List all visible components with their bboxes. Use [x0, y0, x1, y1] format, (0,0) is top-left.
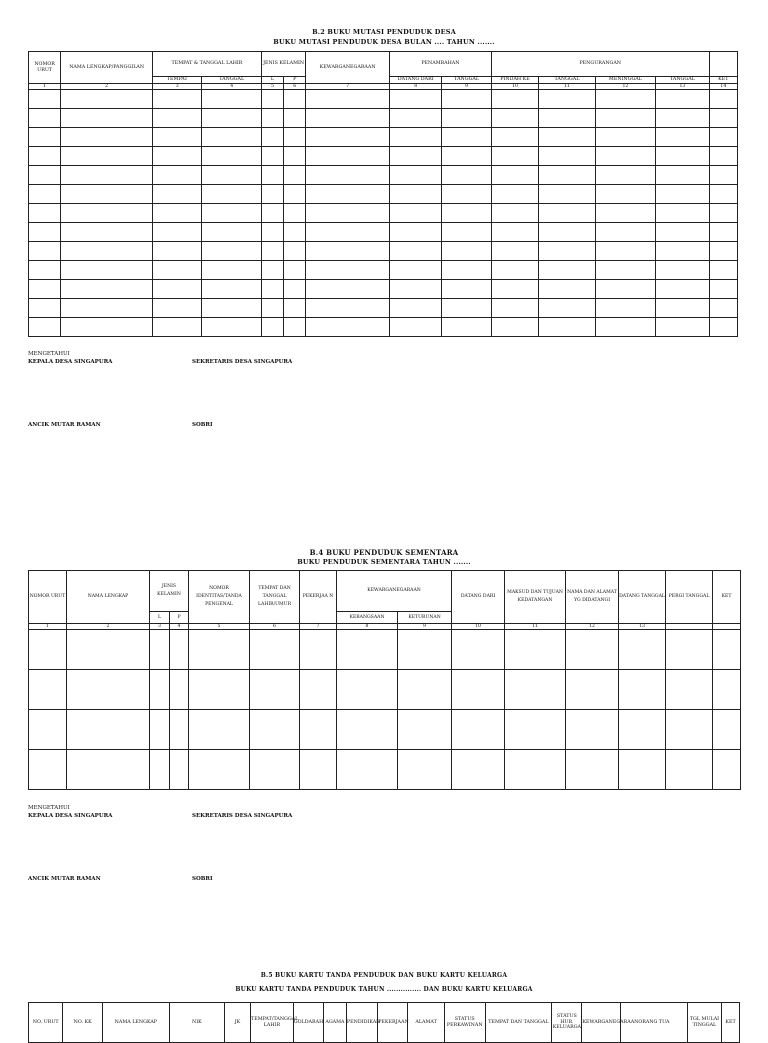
table-row	[29, 90, 738, 109]
header-ttl: TEMPAT DAN TANGGAL LAHIR/UMUR	[250, 571, 300, 624]
header-nomor-urut: NOMOR URUT	[29, 52, 61, 84]
column-number-row: 1 2 3 4 5 6 7 8 9 10 11 12 13 14	[29, 84, 738, 90]
table-row	[29, 710, 741, 750]
section1-title: B.2 BUKU MUTASI PENDUDUK DESA	[312, 28, 456, 36]
kepala-desa-name: ANCIK MUTAR RAMAN	[28, 422, 101, 428]
table-row	[29, 109, 738, 128]
sekretaris-desa-title: SEKRETARIS DESA SINGAPURA	[192, 359, 293, 365]
sekretaris-desa-name: SOBRI	[192, 422, 213, 428]
ktp-header-cell: JK	[224, 1003, 250, 1043]
table-row	[29, 299, 738, 318]
header-datang-dari: DATANG DARI	[389, 77, 441, 84]
ktp-header-cell: STATUS HUB. KELUARGA	[552, 1003, 582, 1043]
kepala-desa-name: ANCIK MUTAR RAMAN	[28, 876, 101, 882]
ktp-header-cell: TEMPAT/TANGGAL LAHIR	[251, 1003, 294, 1043]
ktp-header-cell: STATUS PERKAWINAN	[444, 1003, 485, 1043]
header-pindah-ke: PINDAH KE	[491, 77, 538, 84]
table-row	[29, 185, 738, 204]
ktp-header-cell: NO. KK	[63, 1003, 103, 1043]
ktp-header-cell: AGAMA	[323, 1003, 346, 1043]
header-ttl: TEMPAT & TANGGAL LAHIR	[153, 52, 262, 77]
header-jenis-kelamin: JENIS KELAMIN	[261, 52, 305, 77]
header-ket: KET	[713, 571, 741, 624]
header-p: P	[284, 77, 306, 84]
sekretaris-desa-title: SEKRETARIS DESA SINGAPURA	[192, 813, 293, 819]
mengetahui-label: MENGETAHUI	[28, 805, 70, 811]
ktp-header-cell: NIK	[169, 1003, 224, 1043]
table-row	[29, 318, 738, 337]
kepala-desa-title: KEPALA DESA SINGAPURA	[28, 359, 113, 365]
table-row	[29, 223, 738, 242]
kepala-desa-title: KEPALA DESA SINGAPURA	[28, 813, 113, 819]
ktp-header-row	[29, 1003, 740, 1043]
header-tanggal: TANGGAL	[202, 77, 261, 84]
ktp-header-cell: TGL MULAI TINGGAL	[687, 1003, 721, 1043]
column-number-row: 1 2 3 4 5 6 7 8 9 10 11 12 13	[29, 624, 741, 630]
header-nomor-identitas: NOMOR IDENTITAS/TANDA PENGENAL	[189, 571, 250, 624]
header-nama: NAMA LENGKAP/PANGGILAN	[61, 52, 153, 84]
header-pengurangan: PENGURANGAN	[491, 52, 709, 77]
ktp-header-cell: PEKERJAAN	[378, 1003, 408, 1043]
header-keturunan: KETURUNAN	[398, 612, 452, 624]
table-row	[29, 242, 738, 261]
header-datang-tanggal: DATANG TANGGAL	[619, 571, 666, 624]
table-row	[29, 280, 738, 299]
header-penambahan: PENAMBAHAN	[389, 52, 491, 77]
ktp-header-cell: TEMPAT DAN TANGGAL	[485, 1003, 552, 1043]
ktp-header-cell: KET	[722, 1003, 740, 1043]
header-p: P	[170, 612, 189, 624]
mutasi-table	[28, 51, 738, 337]
section3-subtitle: BUKU KARTU TANDA PENDUDUK TAHUN ............... DAN BUKU KARTU KELUARGA	[235, 986, 533, 993]
table-row	[29, 204, 738, 223]
header-pergi-tanggal: PERGI TANGGAL	[666, 571, 713, 624]
header-ket: KET	[709, 77, 737, 84]
header-nama-alamat: NAMA DAN ALAMAT YG DIDATANGI	[566, 571, 619, 624]
penduduk-sementara-table	[28, 570, 741, 790]
table-row	[29, 261, 738, 280]
ktp-header-cell: NO. URUT	[29, 1003, 63, 1043]
header-maksud-tujuan: MAKSUD DAN TUJUAN KEDATANGAN	[505, 571, 566, 624]
table-row	[29, 750, 741, 790]
header-tempat: TEMPAT	[153, 77, 202, 84]
header-kebangsaan: KEBANGSAAN	[337, 612, 398, 624]
ktp-header-cell: GOLDARAH	[293, 1003, 323, 1043]
sekretaris-desa-name: SOBRI	[192, 876, 213, 882]
section3-title: B.5 BUKU KARTU TANDA PENDUDUK DAN BUKU KARTU KELUARGA	[260, 972, 508, 979]
table-row	[29, 630, 741, 670]
ktp-header-cell: ALAMAT	[408, 1003, 444, 1043]
table-row	[29, 128, 738, 147]
mengetahui-label: MENGETAHUI	[28, 351, 70, 357]
header-l: L	[261, 77, 283, 84]
ktp-header-cell: PENDIDIKAN	[346, 1003, 377, 1043]
header-pekerjaan: PEKERJAA N	[300, 571, 337, 624]
section1-subtitle: BUKU MUTASI PENDUDUK DESA BULAN .... TAHUN .......	[273, 38, 495, 46]
section2-subtitle: BUKU PENDUDUK SEMENTARA TAHUN .......	[297, 558, 471, 566]
section2-title: B.4 BUKU PENDUDUK SEMENTARA	[309, 548, 459, 557]
ktp-header-cell: NAMA LENGKAP	[103, 1003, 170, 1043]
table-row	[29, 147, 738, 166]
header-kewarganegaraan: KEWARGANEGARAAN	[306, 52, 390, 84]
ktp-header-cell: ORANG TUA	[621, 1003, 688, 1043]
header-nama: NAMA LENGKAP	[67, 571, 150, 624]
header-tanggal-datang: TANGGAL	[442, 77, 491, 84]
header-jenis-kelamin: JENIS KELAMIN	[150, 571, 189, 612]
header-tanggal-pindah: TANGGAL	[539, 77, 595, 84]
header-kewarganegaraan: KEWARGANEGARAAN	[337, 571, 452, 612]
header-meninggal: MENINGGAL	[595, 77, 656, 84]
header-tanggal-meninggal: TANGGAL	[656, 77, 709, 84]
header-datang-dari: DATANG DARI	[452, 571, 505, 624]
header-l: L	[150, 612, 170, 624]
table-row	[29, 166, 738, 185]
ktp-kk-table	[28, 1002, 740, 1043]
table-row	[29, 670, 741, 710]
header-nomor-urut: NOMOR URUT	[29, 571, 67, 624]
ktp-header-cell: KEWARGANEGARAAN	[582, 1003, 621, 1043]
